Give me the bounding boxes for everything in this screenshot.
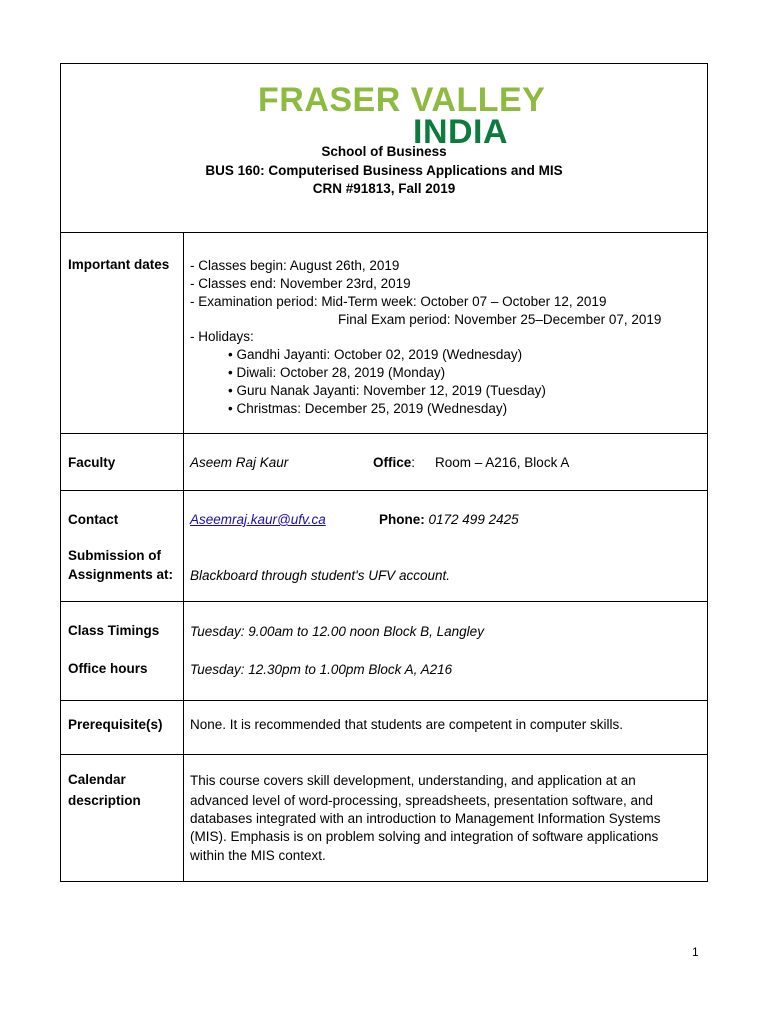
row-divider — [61, 232, 707, 233]
prerequisites-label: Prerequisite(s) — [68, 717, 163, 732]
school-name: School of Business — [321, 144, 447, 159]
prerequisites-value: None. It is recommended that students are competent in computer skills. — [190, 717, 623, 732]
office-value: Room – A216, Block A — [435, 455, 570, 470]
office-hours-label: Office hours — [68, 661, 148, 676]
row-divider — [61, 601, 707, 602]
office-field — [373, 454, 415, 472]
submission-label-1: Submission of — [68, 548, 162, 563]
class-timings-value: Tuesday: 9.00am to 12.00 noon Block B, Langley — [190, 624, 484, 639]
office-colon: : — [411, 455, 416, 470]
row-divider — [61, 433, 707, 434]
holiday-item: • Diwali: October 28, 2019 (Monday) — [228, 365, 446, 380]
row-divider — [61, 700, 707, 701]
course-title: BUS 160: Computerised Business Applications and MIS — [205, 163, 563, 178]
phone-field — [379, 511, 519, 529]
holiday-item: • Guru Nanak Jayanti: November 12, 2019 (Tuesday) — [228, 383, 546, 398]
faculty-name: Aseem Raj Kaur — [190, 455, 289, 470]
holiday-item: • Christmas: December 25, 2019 (Wednesday) — [228, 401, 508, 416]
faculty-email-link[interactable]: Aseemraj.kaur@ufv.ca — [190, 512, 326, 527]
phone-label: Phone: — [379, 512, 425, 527]
logo-line-1: FRASER VALLEY — [258, 81, 546, 119]
date-line: - Classes end: November 23rd, 2019 — [190, 276, 411, 291]
holiday-item: • Gandhi Jayanti: October 02, 2019 (Wednesday) — [228, 347, 523, 362]
logo-line-2: INDIA — [413, 113, 509, 151]
row-divider — [61, 754, 707, 755]
faculty-label: Faculty — [68, 455, 116, 470]
date-line: - Classes begin: August 26th, 2019 — [190, 258, 400, 273]
date-line: - Examination period: Mid-Term week: October 07 – October 12, 2019 — [190, 294, 607, 309]
submission-label-2: Assignments at: — [68, 567, 174, 582]
important-dates-label: Important dates — [68, 257, 170, 272]
description-line: This course covers skill development, understanding, and application at an — [190, 773, 636, 788]
column-divider — [183, 232, 184, 882]
description-line: advanced level of word-processing, spreadsheets, presentation software, and — [190, 793, 654, 808]
office-hours-value: Tuesday: 12.30pm to 1.00pm Block A, A216 — [190, 662, 453, 677]
submission-value: Blackboard through student's UFV account. — [190, 568, 450, 583]
calendar-label-2: description — [68, 793, 141, 808]
row-divider — [61, 490, 707, 491]
crn-line: CRN #91813, Fall 2019 — [312, 181, 456, 196]
calendar-label-1: Calendar — [68, 772, 126, 787]
syllabus-table — [60, 63, 708, 882]
date-line: - Holidays: — [190, 329, 254, 344]
contact-label: Contact — [68, 512, 119, 527]
page-number: 1 — [692, 945, 699, 959]
description-line: databases integrated with an introduction to Management Information Systems — [190, 811, 661, 826]
description-line: within the MIS context. — [190, 848, 326, 863]
phone-value: 0172 499 2425 — [428, 512, 519, 527]
date-line: Final Exam period: November 25–December 07, 2019 — [338, 312, 662, 327]
description-line: (MIS). Emphasis is on problem solving and integration of software applications — [190, 829, 659, 844]
class-timings-label: Class Timings — [68, 623, 160, 638]
office-label: Office — [373, 455, 412, 470]
fraser-valley-india-logo — [258, 81, 546, 151]
